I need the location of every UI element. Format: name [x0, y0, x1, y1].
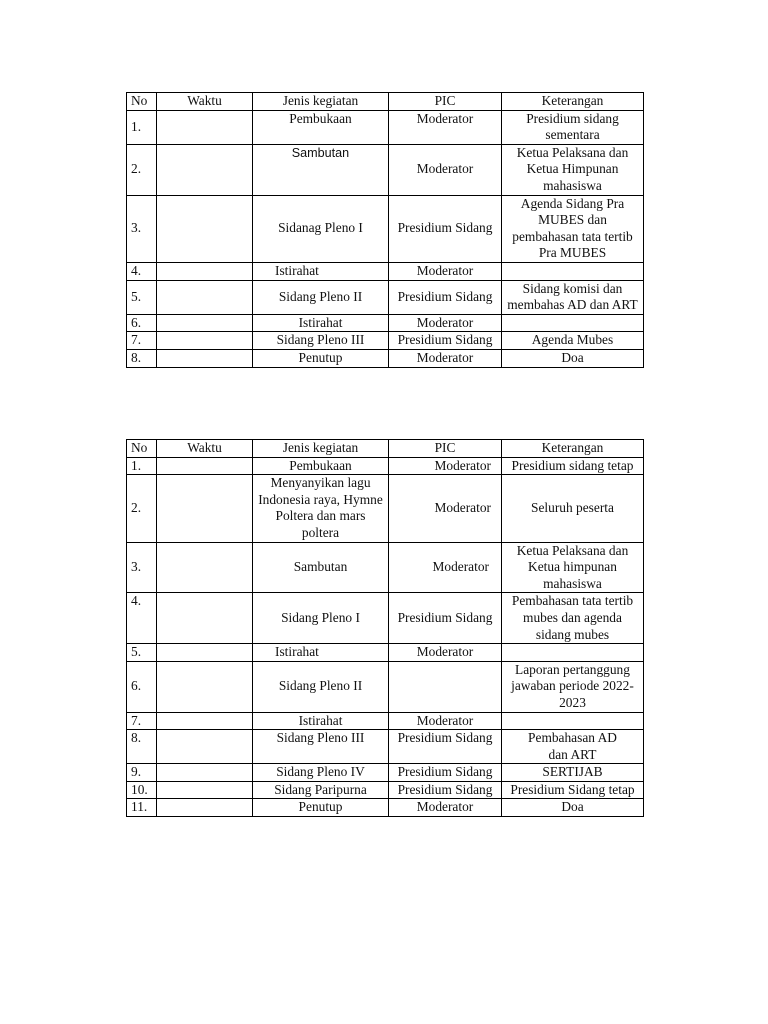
- table-row: [127, 332, 644, 350]
- cell-waktu: [157, 661, 253, 712]
- cell-no: 2.: [127, 475, 157, 542]
- cell-waktu: [157, 475, 253, 542]
- cell-pic: Presidium Sidang: [389, 730, 502, 764]
- cell-pic: Moderator: [389, 799, 502, 817]
- schedule-table-mubes: [126, 439, 644, 817]
- cell-keterangan: Seluruh peserta: [502, 475, 644, 542]
- cell-jenis-kegiatan: Penutup: [253, 349, 389, 367]
- table-row: [127, 475, 644, 542]
- cell-pic: Moderator: [389, 712, 502, 730]
- table-row: [127, 661, 644, 712]
- cell-no: 3.: [127, 195, 157, 262]
- cell-keterangan: Laporan pertanggung jawaban periode 2022-2023: [502, 661, 644, 712]
- cell-no: 1.: [127, 457, 157, 475]
- cell-jenis-kegiatan: Istirahat: [253, 262, 389, 280]
- cell-keterangan: Sidang komisi dan membahas AD dan ART: [502, 280, 644, 314]
- cell-no: 11.: [127, 799, 157, 817]
- cell-keterangan: [502, 314, 644, 332]
- header-waktu: Waktu: [157, 93, 253, 111]
- cell-waktu: [157, 314, 253, 332]
- cell-no: 4.: [127, 262, 157, 280]
- cell-no: 9.: [127, 764, 157, 782]
- cell-jenis-kegiatan: Penutup: [253, 799, 389, 817]
- cell-pic: Presidium Sidang: [389, 593, 502, 644]
- cell-no: 4.: [127, 593, 157, 644]
- table-row: [127, 262, 644, 280]
- cell-waktu: [157, 712, 253, 730]
- cell-pic: Presidium Sidang: [389, 781, 502, 799]
- header-pic: PIC: [389, 440, 502, 458]
- cell-pic: Moderator: [389, 262, 502, 280]
- table-row: [127, 781, 644, 799]
- table-row: [127, 644, 644, 662]
- cell-waktu: [157, 799, 253, 817]
- header-keterangan: Keterangan: [502, 440, 644, 458]
- cell-jenis-kegiatan: Sidang Pleno II: [253, 661, 389, 712]
- cell-no: 10.: [127, 781, 157, 799]
- cell-pic: Moderator: [389, 144, 502, 195]
- cell-jenis-kegiatan: Sambutan: [253, 542, 389, 593]
- table-row: [127, 730, 644, 764]
- cell-waktu: [157, 144, 253, 195]
- cell-waktu: [157, 332, 253, 350]
- cell-pic: Moderator: [389, 475, 502, 542]
- cell-keterangan: Presidium sidang sementara: [502, 110, 644, 144]
- cell-waktu: [157, 542, 253, 593]
- table-row: [127, 764, 644, 782]
- cell-no: 1.: [127, 110, 157, 144]
- cell-keterangan: SERTIJAB: [502, 764, 644, 782]
- header-no: No: [127, 93, 157, 111]
- cell-jenis-kegiatan: Sambutan: [253, 144, 389, 195]
- cell-waktu: [157, 644, 253, 662]
- cell-keterangan: Doa: [502, 799, 644, 817]
- cell-keterangan: [502, 262, 644, 280]
- cell-no: 6.: [127, 314, 157, 332]
- table-row: [127, 712, 644, 730]
- cell-waktu: [157, 593, 253, 644]
- cell-waktu: [157, 764, 253, 782]
- cell-waktu: [157, 280, 253, 314]
- cell-jenis-kegiatan: Sidang Pleno I: [253, 593, 389, 644]
- cell-pic: Moderator: [389, 314, 502, 332]
- header-no: No: [127, 440, 157, 458]
- cell-jenis-kegiatan: Sidang Pleno III: [253, 332, 389, 350]
- header-keterangan: Keterangan: [502, 93, 644, 111]
- cell-pic: [389, 661, 502, 712]
- cell-jenis-kegiatan: Sidang Pleno III: [253, 730, 389, 764]
- schedule-table-pra-mubes: [126, 92, 644, 368]
- cell-waktu: [157, 110, 253, 144]
- cell-waktu: [157, 349, 253, 367]
- cell-keterangan: Agenda Sidang Pra MUBES dan pembahasan tata tertib Pra MUBES: [502, 195, 644, 262]
- header-pic: PIC: [389, 93, 502, 111]
- table-row: [127, 280, 644, 314]
- cell-keterangan: Presidium sidang tetap: [502, 457, 644, 475]
- cell-waktu: [157, 195, 253, 262]
- cell-jenis-kegiatan: Istirahat: [253, 712, 389, 730]
- table-row: [127, 457, 644, 475]
- cell-jenis-kegiatan: Sidang Paripurna: [253, 781, 389, 799]
- header-jenis-kegiatan: Jenis kegiatan: [253, 440, 389, 458]
- cell-jenis-kegiatan: Menyanyikan lagu Indonesia raya, Hymne Poltera dan mars poltera: [253, 475, 389, 542]
- cell-pic: Presidium Sidang: [389, 764, 502, 782]
- cell-keterangan: Ketua Pelaksana dan Ketua Himpunan mahasiswa: [502, 144, 644, 195]
- cell-pic: Moderator: [389, 457, 502, 475]
- cell-jenis-kegiatan: Sidang Pleno IV: [253, 764, 389, 782]
- cell-waktu: [157, 730, 253, 764]
- table-row: [127, 314, 644, 332]
- cell-jenis-kegiatan: Pembukaan: [253, 457, 389, 475]
- cell-pic: Moderator: [389, 644, 502, 662]
- cell-pic: Presidium Sidang: [389, 332, 502, 350]
- cell-no: 8.: [127, 730, 157, 764]
- cell-pic: Presidium Sidang: [389, 195, 502, 262]
- table-header-row: [127, 93, 644, 111]
- cell-keterangan: Pembahasan tata tertib mubes dan agenda sidang mubes: [502, 593, 644, 644]
- table-row: [127, 349, 644, 367]
- cell-jenis-kegiatan: Istirahat: [253, 314, 389, 332]
- table-row: [127, 195, 644, 262]
- table-row: [127, 799, 644, 817]
- table-row: [127, 593, 644, 644]
- cell-jenis-kegiatan: Pembukaan: [253, 110, 389, 144]
- table-row: [127, 110, 644, 144]
- cell-jenis-kegiatan: Sidang Pleno II: [253, 280, 389, 314]
- cell-keterangan: [502, 712, 644, 730]
- cell-keterangan: Agenda Mubes: [502, 332, 644, 350]
- cell-pic: Presidium Sidang: [389, 280, 502, 314]
- cell-waktu: [157, 781, 253, 799]
- cell-keterangan: Presidium Sidang tetap: [502, 781, 644, 799]
- cell-keterangan: Pembahasan AD dan ART: [502, 730, 644, 764]
- cell-no: 8.: [127, 349, 157, 367]
- table-row: [127, 542, 644, 593]
- cell-no: 3.: [127, 542, 157, 593]
- cell-keterangan: [502, 644, 644, 662]
- cell-no: 2.: [127, 144, 157, 195]
- cell-jenis-kegiatan: Istirahat: [253, 644, 389, 662]
- header-waktu: Waktu: [157, 440, 253, 458]
- cell-waktu: [157, 262, 253, 280]
- cell-jenis-kegiatan: Sidanag Pleno I: [253, 195, 389, 262]
- cell-waktu: [157, 457, 253, 475]
- table-row: [127, 144, 644, 195]
- cell-no: 7.: [127, 712, 157, 730]
- cell-keterangan: Ketua Pelaksana dan Ketua himpunan mahasiswa: [502, 542, 644, 593]
- cell-no: 5.: [127, 280, 157, 314]
- cell-no: 5.: [127, 644, 157, 662]
- cell-no: 7.: [127, 332, 157, 350]
- cell-pic: Moderator: [389, 349, 502, 367]
- table-header-row: [127, 440, 644, 458]
- cell-keterangan: Doa: [502, 349, 644, 367]
- header-jenis-kegiatan: Jenis kegiatan: [253, 93, 389, 111]
- cell-no: 6.: [127, 661, 157, 712]
- cell-pic: Moderator: [389, 110, 502, 144]
- cell-pic: Moderator: [389, 542, 502, 593]
